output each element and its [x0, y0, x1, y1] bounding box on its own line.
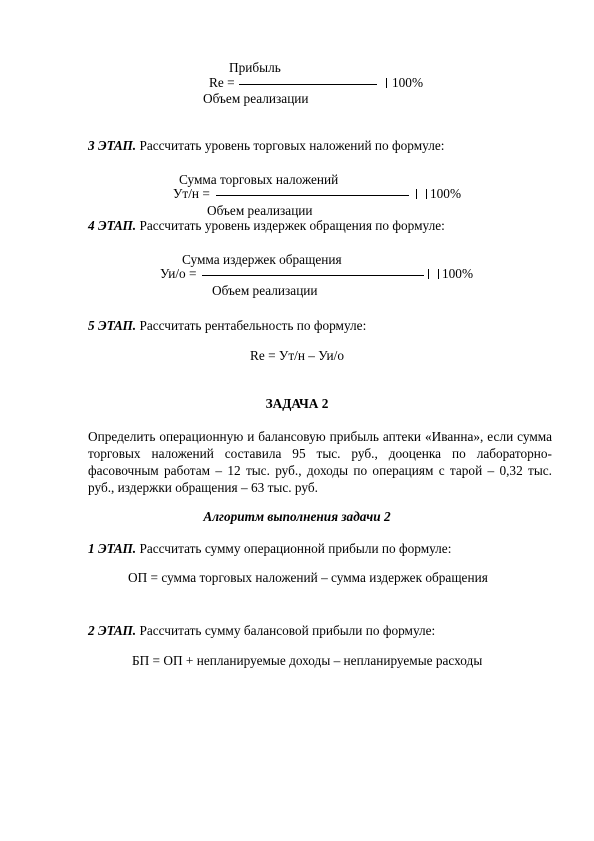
percent-value: 100%: [442, 266, 474, 281]
formula-re-difference: Re = Ут/н – Уи/о: [250, 348, 344, 363]
step3-text: Рассчитать уровень торговых наложений по формуле:: [139, 138, 445, 153]
formula-utn-rhs: [416, 186, 461, 202]
formula-re-lhs: Re =: [209, 75, 235, 90]
task2-title: ЗАДАЧА 2: [265, 396, 329, 411]
task2-step2-label: 2 ЭТАП.: [88, 623, 137, 638]
step4-line: [88, 218, 445, 234]
multiply-symbol-icon: [386, 78, 387, 88]
formula-utn-lhs: Ут/н =: [173, 186, 210, 201]
algorithm-title-wrap: [0, 509, 594, 525]
percent-value: 100%: [392, 75, 424, 90]
formula-uio-lhs: Уи/о =: [160, 266, 197, 281]
step3-line: [88, 138, 444, 154]
multiply-symbol-icon: [416, 189, 427, 199]
step5-text: Рассчитать рентабельность по формуле:: [139, 318, 367, 333]
fraction-line: [202, 275, 424, 276]
multiply-symbol-icon: [428, 269, 439, 279]
formula-uio-numerator: Сумма издержек обращения: [182, 252, 342, 267]
task2-step2-line: [88, 623, 435, 639]
task2-step1-text: Рассчитать сумму операционной прибыли по формуле:: [139, 541, 452, 556]
formula-utn-numerator: Сумма торговых наложений: [179, 172, 339, 187]
task2-condition: Определить операционную и балансовую прибыль аптеки «Иванна», если сумма торговых наложений составила 95 тыс. руб., дооценка по лабораторно-фасовочным работам – 12 тыс. руб., доходы по операциям с тарой – 0,32 тыс. руб., издержки обращения – 63 тыс. руб.: [88, 429, 552, 495]
step3-label: 3 ЭТАП.: [88, 138, 137, 153]
task2-step1-label: 1 ЭТАП.: [88, 541, 137, 556]
formula-re-denominator: Объем реализации: [203, 91, 309, 106]
formula-uio-rhs: [428, 266, 473, 282]
step5-label: 5 ЭТАП.: [88, 318, 137, 333]
formula-uio-denominator: Объем реализации: [212, 283, 318, 298]
formula-bp: БП = ОП + непланируемые доходы – непланируемые расходы: [132, 653, 483, 668]
formula-utn-denominator: Объем реализации: [207, 203, 313, 218]
percent-value: 100%: [430, 186, 462, 201]
formula-re-rhs: [386, 75, 423, 91]
algorithm-title: Алгоритм выполнения задачи 2: [203, 509, 391, 524]
step5-line: [88, 318, 366, 334]
formula-op: ОП = сумма торговых наложений – сумма издержек обращения: [128, 570, 488, 585]
step4-text: Рассчитать уровень издержек обращения по формуле:: [139, 218, 445, 233]
formula-re-numerator: Прибыль: [229, 60, 281, 75]
fraction-line: [216, 195, 409, 196]
step4-label: 4 ЭТАП.: [88, 218, 137, 233]
task2-step2-text: Рассчитать сумму балансовой прибыли по формуле:: [139, 623, 436, 638]
fraction-line: [239, 84, 377, 85]
task2-step1-line: [88, 541, 451, 557]
